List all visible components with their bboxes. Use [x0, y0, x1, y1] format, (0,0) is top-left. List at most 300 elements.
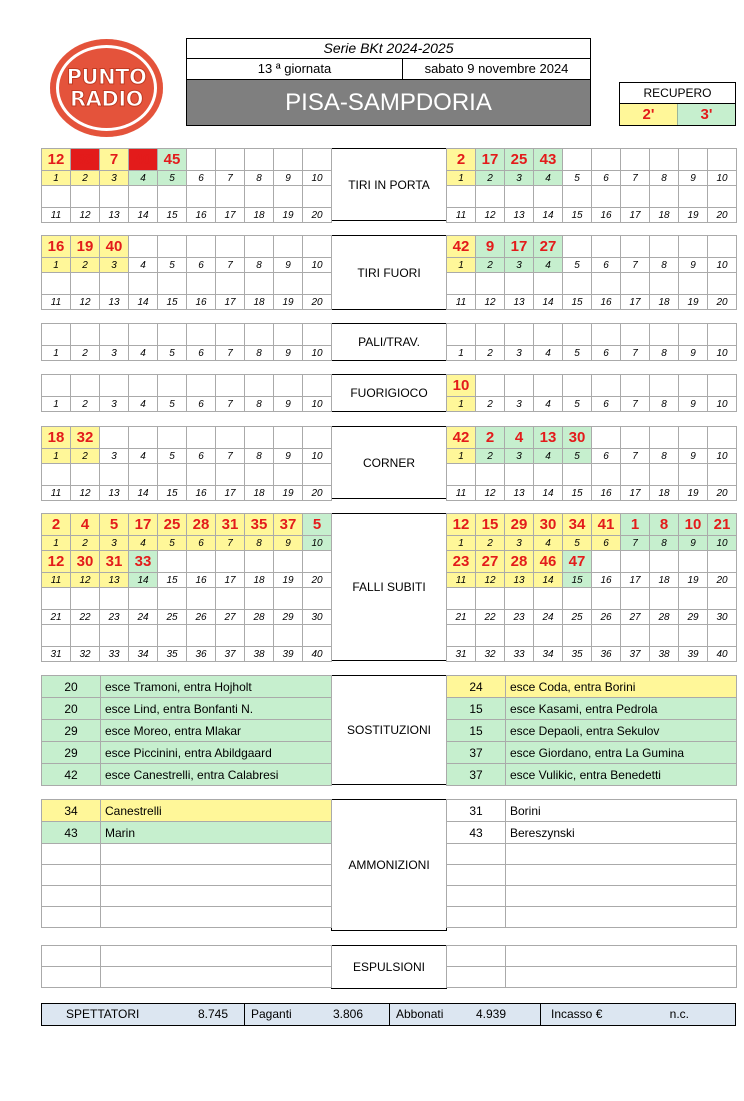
punto-radio-logo — [50, 39, 163, 137]
minute-index: 24 — [129, 610, 158, 625]
minute-index: 1 — [42, 258, 71, 273]
minute-index: 16 — [592, 295, 621, 310]
minute-index: 32 — [71, 647, 100, 662]
stat-empty-cell — [245, 588, 274, 610]
stat-empty-cell — [592, 551, 621, 573]
sub-row — [42, 764, 332, 786]
minute-index: 1 — [42, 536, 71, 551]
stat-empty-cell — [592, 186, 621, 208]
header-info-row — [187, 59, 590, 80]
attendance-footer — [41, 1003, 736, 1026]
stat-empty-cell — [650, 236, 679, 258]
stat-minute-value: 2 — [42, 514, 71, 536]
stat-empty-cell — [447, 324, 476, 346]
stat-empty-cell — [158, 236, 187, 258]
stat-empty-cell — [303, 186, 332, 208]
sub-row — [42, 698, 332, 720]
minute-index: 6 — [592, 258, 621, 273]
minute-index: 19 — [274, 208, 303, 223]
minute-index: 2 — [71, 536, 100, 551]
minute-index: 22 — [71, 610, 100, 625]
stat-empty-cell — [42, 464, 71, 486]
stat-empty-cell — [245, 273, 274, 295]
stat-minute-value: 19 — [71, 236, 100, 258]
minute-index: 11 — [42, 208, 71, 223]
stat-empty-cell — [534, 625, 563, 647]
spettatori-value: 8.745 — [197, 1007, 228, 1021]
stat-minute-value: 27 — [534, 236, 563, 258]
stat-empty-cell — [592, 375, 621, 397]
minute-index: 20 — [708, 208, 737, 223]
minute-index: 21 — [447, 610, 476, 625]
stat-empty-cell — [621, 427, 650, 449]
stat-empty-cell — [100, 427, 129, 449]
stat-minute-value: 25 — [158, 514, 187, 536]
stat-minute-value: 40 — [100, 236, 129, 258]
stat-minute-value: 31 — [216, 514, 245, 536]
minute-index: 10 — [303, 258, 332, 273]
minute-index: 14 — [129, 486, 158, 501]
pali-away-grid — [446, 323, 737, 361]
stat-empty-cell — [650, 588, 679, 610]
stat-empty-cell — [563, 186, 592, 208]
stat-empty-cell — [303, 236, 332, 258]
stat-minute-value: 33 — [129, 551, 158, 573]
stat-empty-cell — [447, 273, 476, 295]
minute-index: 19 — [274, 295, 303, 310]
sub-text: esce Coda, entra Borini — [506, 676, 737, 698]
sub-text: esce Kasami, entra Pedrola — [506, 698, 737, 720]
stat-empty-cell — [708, 375, 737, 397]
logo-line1: PUNTO — [66, 65, 147, 89]
minute-index: 7 — [216, 449, 245, 464]
stat-empty-cell — [650, 149, 679, 171]
minute-index: 17 — [621, 486, 650, 501]
minute-index: 35 — [563, 647, 592, 662]
sub-minute: 37 — [447, 742, 506, 764]
minute-index: 20 — [303, 573, 332, 588]
minute-index: 10 — [303, 536, 332, 551]
stat-empty-cell — [71, 375, 100, 397]
stat-empty-cell — [129, 324, 158, 346]
stat-empty-cell — [42, 273, 71, 295]
stat-empty-cell — [158, 551, 187, 573]
stat-empty-cell — [679, 149, 708, 171]
minute-index: 14 — [534, 486, 563, 501]
minute-index: 6 — [187, 258, 216, 273]
stat-empty-cell — [505, 375, 534, 397]
minute-index: 18 — [650, 295, 679, 310]
stat-empty-cell — [505, 273, 534, 295]
minute-index: 2 — [71, 449, 100, 464]
stat-minute-value: 30 — [534, 514, 563, 536]
stat-minute-value: 8 — [650, 514, 679, 536]
minute-index: 22 — [476, 610, 505, 625]
stat-empty-cell — [679, 273, 708, 295]
stat-minute-value: 35 — [245, 514, 274, 536]
label-sostituzioni: SOSTITUZIONI — [331, 675, 447, 785]
minute-index: 5 — [158, 258, 187, 273]
minute-index: 9 — [274, 171, 303, 186]
stat-empty-cell — [129, 273, 158, 295]
minute-index: 8 — [245, 346, 274, 361]
stat-empty-cell — [621, 464, 650, 486]
stat-empty-cell — [563, 273, 592, 295]
minute-index: 10 — [708, 536, 737, 551]
minute-index: 12 — [476, 573, 505, 588]
stat-empty-cell — [71, 324, 100, 346]
minute-index: 13 — [505, 295, 534, 310]
minute-index: 1 — [447, 536, 476, 551]
stat-empty-cell — [621, 186, 650, 208]
stat-empty-cell — [534, 186, 563, 208]
stat-empty-cell — [216, 324, 245, 346]
stat-empty-cell — [187, 375, 216, 397]
giornata: 13 ª giornata — [187, 59, 403, 79]
stat-empty-cell — [534, 375, 563, 397]
minute-index: 13 — [505, 486, 534, 501]
tiri-in-porta-home-grid — [41, 148, 332, 223]
minute-index: 14 — [129, 295, 158, 310]
stat-empty-cell — [592, 427, 621, 449]
stat-empty-cell — [42, 625, 71, 647]
minute-index: 20 — [708, 486, 737, 501]
stat-minute-value: 30 — [563, 427, 592, 449]
minute-index: 36 — [592, 647, 621, 662]
stat-minute-value: 40 — [129, 149, 158, 171]
minute-index: 20 — [303, 486, 332, 501]
card-row — [447, 800, 737, 822]
match-header — [186, 38, 591, 126]
minute-index: 4 — [129, 258, 158, 273]
minute-index: 4 — [129, 346, 158, 361]
stat-empty-cell — [71, 625, 100, 647]
sub-text: esce Tramoni, entra Hojholt — [101, 676, 332, 698]
sub-minute: 37 — [447, 764, 506, 786]
incasso-cell — [541, 1004, 735, 1025]
stat-minute-value: 37 — [274, 514, 303, 536]
espulsioni-away — [446, 945, 737, 988]
stat-empty-cell — [303, 464, 332, 486]
minute-index: 20 — [303, 295, 332, 310]
label-tiri-fuori: TIRI FUORI — [331, 235, 447, 310]
stat-empty-cell — [216, 375, 245, 397]
stat-minute-value: 4 — [505, 427, 534, 449]
stat-minute-value: 45 — [158, 149, 187, 171]
stat-empty-cell — [42, 588, 71, 610]
sub-text: esce Depaoli, entra Sekulov — [506, 720, 737, 742]
sub-text: esce Moreo, entra Mlakar — [101, 720, 332, 742]
stat-empty-cell — [650, 625, 679, 647]
stat-empty-cell — [303, 273, 332, 295]
recupero-box — [619, 82, 736, 126]
match-date: sabato 9 novembre 2024 — [424, 61, 569, 76]
sub-text: esce Canestrelli, entra Calabresi — [101, 764, 332, 786]
minute-index: 6 — [187, 397, 216, 412]
minute-index: 6 — [592, 536, 621, 551]
minute-index: 4 — [129, 397, 158, 412]
minute-index: 18 — [245, 295, 274, 310]
stat-empty-cell — [505, 464, 534, 486]
stat-empty-cell — [187, 236, 216, 258]
minute-index: 15 — [563, 486, 592, 501]
minute-index: 8 — [650, 397, 679, 412]
minute-index: 15 — [158, 295, 187, 310]
stat-minute-value: 12 — [42, 149, 71, 171]
stat-empty-cell — [245, 375, 274, 397]
sub-text: esce Lind, entra Bonfanti N. — [101, 698, 332, 720]
minute-index: 13 — [100, 486, 129, 501]
sostituzioni-away — [446, 675, 737, 786]
minute-index: 6 — [187, 449, 216, 464]
stat-empty-cell — [650, 551, 679, 573]
stat-empty-cell — [274, 375, 303, 397]
sub-row — [42, 676, 332, 698]
stat-empty-cell — [187, 551, 216, 573]
stat-empty-cell — [129, 464, 158, 486]
minute-index: 3 — [505, 171, 534, 186]
minute-index: 8 — [650, 536, 679, 551]
stat-minute-value: 41 — [592, 514, 621, 536]
stat-minute-value: 31 — [100, 551, 129, 573]
stat-empty-cell — [100, 464, 129, 486]
minute-index: 5 — [563, 397, 592, 412]
stat-empty-cell — [621, 551, 650, 573]
stat-empty-cell — [245, 186, 274, 208]
minute-index: 12 — [476, 208, 505, 223]
minute-index: 1 — [42, 449, 71, 464]
minute-index: 18 — [245, 573, 274, 588]
minute-index: 12 — [71, 573, 100, 588]
minute-index: 9 — [679, 258, 708, 273]
card-row — [42, 800, 332, 822]
minute-index: 9 — [274, 258, 303, 273]
stat-empty-cell — [476, 588, 505, 610]
minute-index: 4 — [534, 346, 563, 361]
sub-text: esce Giordano, entra La Gumina — [506, 742, 737, 764]
stat-empty-cell — [303, 625, 332, 647]
stat-minute-value: 47 — [563, 551, 592, 573]
pali-home-grid — [41, 323, 332, 361]
stat-empty-cell — [303, 551, 332, 573]
minute-index: 10 — [708, 171, 737, 186]
tiri-fuori-away-grid — [446, 235, 737, 310]
minute-index: 26 — [187, 610, 216, 625]
stat-empty-cell — [563, 625, 592, 647]
paganti-cell — [245, 1004, 390, 1025]
stat-empty-cell — [245, 149, 274, 171]
espulsioni-home — [41, 945, 332, 988]
minute-index: 5 — [158, 536, 187, 551]
minute-index: 14 — [129, 573, 158, 588]
label-fuorigioco: FUORIGIOCO — [331, 374, 447, 412]
stat-empty-cell — [216, 273, 245, 295]
minute-index: 30 — [303, 610, 332, 625]
stat-empty-cell — [274, 464, 303, 486]
stat-empty-cell — [679, 427, 708, 449]
sub-minute: 29 — [42, 720, 101, 742]
minute-index: 15 — [563, 295, 592, 310]
stat-empty-cell — [650, 427, 679, 449]
stat-empty-cell — [245, 236, 274, 258]
stat-empty-cell — [100, 186, 129, 208]
minute-index: 8 — [650, 346, 679, 361]
minute-index: 29 — [274, 610, 303, 625]
stat-empty-cell — [216, 551, 245, 573]
minute-index: 7 — [621, 449, 650, 464]
minute-index: 3 — [505, 258, 534, 273]
stat-empty-cell — [505, 625, 534, 647]
minute-index: 5 — [563, 258, 592, 273]
minute-index: 17 — [216, 295, 245, 310]
minute-index: 9 — [679, 449, 708, 464]
stat-minute-value: 17 — [129, 514, 158, 536]
minute-index: 14 — [534, 295, 563, 310]
stat-empty-cell — [71, 464, 100, 486]
stat-minute-value: 4 — [71, 514, 100, 536]
minute-index: 28 — [245, 610, 274, 625]
minute-index: 3 — [505, 449, 534, 464]
corner-away-grid — [446, 426, 737, 501]
stat-empty-cell — [708, 551, 737, 573]
minute-index: 13 — [100, 573, 129, 588]
stat-empty-cell — [708, 236, 737, 258]
stat-empty-cell — [129, 427, 158, 449]
label-falli: FALLI SUBITI — [331, 513, 447, 661]
stat-empty-cell — [216, 625, 245, 647]
stat-empty-cell — [505, 324, 534, 346]
minute-index: 23 — [100, 610, 129, 625]
stat-empty-cell — [187, 186, 216, 208]
minute-index: 2 — [476, 346, 505, 361]
stat-empty-cell — [216, 588, 245, 610]
card-player: Marin — [101, 822, 332, 844]
stat-empty-cell — [708, 324, 737, 346]
stat-minute-value: 21 — [708, 514, 737, 536]
stat-empty-cell — [158, 324, 187, 346]
minute-index: 4 — [534, 171, 563, 186]
minute-index: 2 — [476, 397, 505, 412]
minute-index: 1 — [42, 171, 71, 186]
minute-index: 1 — [447, 449, 476, 464]
stat-minute-value: 27 — [476, 551, 505, 573]
stat-empty-cell — [303, 427, 332, 449]
stat-empty-cell — [476, 186, 505, 208]
stat-minute-value: 32 — [71, 427, 100, 449]
minute-index: 18 — [650, 573, 679, 588]
stat-minute-value: 9 — [476, 236, 505, 258]
minute-index: 11 — [42, 573, 71, 588]
stat-empty-cell — [303, 324, 332, 346]
minute-index: 20 — [708, 573, 737, 588]
stat-empty-cell — [129, 625, 158, 647]
stat-empty-cell — [216, 149, 245, 171]
sub-row — [447, 676, 737, 698]
minute-index: 9 — [679, 346, 708, 361]
minute-index: 39 — [274, 647, 303, 662]
stat-minute-value: 13 — [534, 427, 563, 449]
stat-empty-cell — [100, 324, 129, 346]
stat-empty-cell — [129, 375, 158, 397]
stat-empty-cell — [563, 324, 592, 346]
stat-minute-value: 5 — [100, 514, 129, 536]
stat-empty-cell — [216, 236, 245, 258]
stat-minute-value: 17 — [476, 149, 505, 171]
stat-empty-cell — [621, 375, 650, 397]
minute-index: 9 — [274, 536, 303, 551]
minute-index: 11 — [447, 208, 476, 223]
stat-empty-cell — [621, 625, 650, 647]
stat-empty-cell — [187, 273, 216, 295]
stat-empty-cell — [158, 375, 187, 397]
stat-empty-cell — [708, 464, 737, 486]
minute-index: 15 — [563, 573, 592, 588]
stat-minute-value: 7 — [100, 149, 129, 171]
card-minute: 43 — [42, 822, 101, 844]
minute-index: 6 — [592, 397, 621, 412]
paganti-label: Paganti — [251, 1007, 292, 1021]
minute-index: 4 — [129, 171, 158, 186]
minute-index: 21 — [42, 610, 71, 625]
minute-index: 14 — [534, 573, 563, 588]
minute-index: 4 — [534, 536, 563, 551]
sub-row — [42, 720, 332, 742]
minute-index: 6 — [592, 346, 621, 361]
minute-index: 28 — [650, 610, 679, 625]
sub-minute: 20 — [42, 676, 101, 698]
falli-away-grid — [446, 513, 737, 662]
sub-minute: 15 — [447, 720, 506, 742]
sub-row — [447, 720, 737, 742]
minute-index: 16 — [592, 208, 621, 223]
minute-index: 11 — [447, 486, 476, 501]
stat-empty-cell — [592, 588, 621, 610]
card-player: Bereszynski — [506, 822, 737, 844]
minute-index: 5 — [563, 449, 592, 464]
sub-minute: 29 — [42, 742, 101, 764]
minute-index: 7 — [216, 171, 245, 186]
minute-index: 9 — [679, 536, 708, 551]
stat-empty-cell — [592, 324, 621, 346]
stat-empty-cell — [447, 186, 476, 208]
minute-index: 3 — [100, 171, 129, 186]
minute-index: 19 — [274, 573, 303, 588]
minute-index: 40 — [303, 647, 332, 662]
stat-empty-cell — [245, 551, 274, 573]
minute-index: 11 — [447, 295, 476, 310]
minute-index: 20 — [708, 295, 737, 310]
minute-index: 30 — [708, 610, 737, 625]
minute-index: 25 — [563, 610, 592, 625]
logo-circle — [50, 39, 163, 137]
minute-index: 10 — [708, 397, 737, 412]
minute-index: 10 — [708, 449, 737, 464]
stat-empty-cell — [245, 625, 274, 647]
stat-empty-cell — [476, 625, 505, 647]
stat-empty-cell — [679, 324, 708, 346]
fuorigioco-away-grid — [446, 374, 737, 412]
stat-empty-cell — [100, 273, 129, 295]
card-minute: 34 — [42, 800, 101, 822]
minute-index: 32 — [476, 647, 505, 662]
minute-index: 16 — [187, 573, 216, 588]
fuorigioco-home-grid — [41, 374, 332, 412]
stat-empty-cell — [216, 186, 245, 208]
stat-empty-cell — [42, 324, 71, 346]
minute-index: 11 — [447, 573, 476, 588]
stat-minute-value: 38 — [71, 149, 100, 171]
minute-index: 5 — [563, 536, 592, 551]
